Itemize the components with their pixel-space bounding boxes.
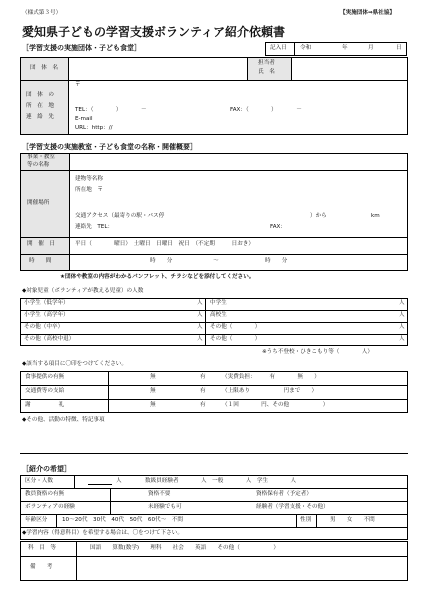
activity-field[interactable] [20, 426, 408, 452]
page-title: 愛知県子どもの学習支援ボランティア紹介依頼書 [22, 25, 286, 39]
person-name-field[interactable] [293, 58, 406, 79]
held-day-options[interactable]: 平日（ 曜日） 土曜日 日曜日 祝日 （不定期 日おき） [75, 241, 254, 247]
child-row-right: 中学生 [210, 300, 227, 306]
event-name-label-2: 等の名称 [27, 162, 50, 168]
email-field[interactable]: E-mail [75, 116, 93, 122]
age-options[interactable]: 10～20代 30代 40代 50代 60代～ 不問 [62, 517, 184, 523]
year-label: 年 [342, 45, 348, 51]
section1-heading: ［学習支援の実施団体・子ども食堂］ [22, 44, 141, 52]
children-note: ※うち不登校・ひきこもり等（ 人） [262, 349, 373, 355]
venue-contact-fax[interactable]: FAX： [270, 224, 286, 230]
fax-field[interactable]: FAX：（ ） － [230, 107, 302, 113]
sex-options[interactable]: 男 女 不問 [330, 517, 375, 523]
child-row-left: 小学生（高学年） [24, 312, 69, 318]
address-label-1: 団 体 の [26, 92, 54, 98]
venue-contact-tel[interactable]: 連絡先 TEL： [75, 224, 114, 230]
venue-address[interactable]: 所在地 〒 [75, 187, 103, 193]
children-heading: ◆対象児童（ボランティアが教える児童）の人数 [22, 288, 144, 294]
subject-note: ◆学習内容（得意科目）を希望する場合は、〇をつけて下さい。 [22, 530, 183, 536]
person-label-1: 担当者 [258, 60, 275, 66]
time-tilde: ～ [213, 258, 219, 264]
day-label: 日 [396, 45, 402, 51]
child-row-right: その他（ ） [210, 336, 261, 342]
attach-note: ★団体や教室の内容がわかるパンフレット、チラシなどを添付してください。 [60, 274, 255, 280]
url-field[interactable]: URL：http：// [75, 125, 113, 131]
age-label: 年齢区分 [25, 517, 48, 523]
conditions-heading: ◆該当する項目に〇印をつけてください。 [22, 361, 127, 367]
era-label: 令和 [300, 45, 312, 51]
condition-opt-yes[interactable]: 有 [200, 402, 206, 408]
condition-label: 謝 礼 [25, 402, 65, 408]
teacher-label: 教員資格の有無 [25, 491, 65, 497]
child-unit: 人 [399, 324, 405, 330]
child-row-left: その他（高校中退） [24, 336, 75, 342]
venue-access-km: km [371, 213, 380, 219]
condition-opt-none[interactable]: 無 [150, 388, 156, 394]
condition-opt-none[interactable]: 無 [150, 374, 156, 380]
month-label: 月 [368, 45, 374, 51]
time-label: 時 間 [29, 258, 52, 264]
event-name-field[interactable] [71, 154, 406, 169]
child-unit: 人 [399, 300, 405, 306]
remarks-label: 備 考 [30, 564, 53, 570]
org-name-field[interactable] [70, 58, 245, 79]
section2-heading: ［学習支援の実施教室・子ども食堂の名称・開催概要］ [22, 143, 197, 151]
conditions-table [20, 371, 408, 413]
child-unit: 人 [197, 312, 203, 318]
venue-access[interactable]: 交通アクセス（最寄りの駅・バス停 [75, 213, 165, 219]
time-to[interactable]: 時 分 [265, 258, 288, 264]
teacher-opt-not-required[interactable]: 資格不要 [148, 491, 171, 497]
sex-label: 性別 [300, 517, 312, 523]
count-unit: 人 [116, 478, 122, 484]
condition-extra[interactable]: （１回 円、その他 ） [222, 402, 329, 408]
child-unit: 人 [197, 300, 203, 306]
time-from[interactable]: 時 分 [150, 258, 173, 264]
condition-label: 交通費等の支給 [25, 388, 65, 394]
address-label-2: 所 在 地 [26, 103, 54, 109]
remarks-field[interactable] [78, 557, 406, 580]
subject-label: 科 目 等 [28, 545, 56, 551]
child-unit: 人 [197, 324, 203, 330]
child-row-left: 小学生（低学年） [24, 300, 69, 306]
child-unit: 人 [197, 336, 203, 342]
child-row-right: 高校生 [210, 312, 227, 318]
condition-label: 食事提供の有無 [25, 374, 65, 380]
experience-opt-yes[interactable]: 経験者（学習支援・その他） [256, 504, 329, 510]
child-unit: 人 [399, 312, 405, 318]
count-blank[interactable] [88, 479, 112, 485]
teacher-opt-holder[interactable]: 資格保有者（予定者） [256, 491, 312, 497]
condition-extra[interactable]: （実費負担： 有 無 ） [222, 374, 320, 380]
count-detail[interactable]: 数級員経験者 人 一般 人 学生 人 [145, 478, 297, 484]
condition-opt-yes[interactable]: 有 [200, 374, 206, 380]
child-unit: 人 [399, 336, 405, 342]
event-name-label-1: 事業・教室 [27, 154, 55, 160]
condition-opt-none[interactable]: 無 [150, 402, 156, 408]
person-label-2: 氏 名 [258, 69, 275, 75]
org-name-label: 団 体 名 [30, 65, 58, 71]
form-number: （様式第３号） [22, 10, 62, 16]
postal-mark: 〒 [75, 82, 81, 88]
venue-access-from: ）から [310, 213, 327, 219]
condition-extra[interactable]: （上限あり 円まで ） [222, 388, 318, 394]
address-label-3: 連 絡 先 [26, 114, 54, 120]
experience-label: ボランティアの経験 [25, 504, 75, 510]
route-tag: 【実施団体⇒県社協】 [340, 10, 396, 16]
activity-heading: ◆その他、活動の特徴、特記事項 [22, 417, 105, 423]
entry-date-label: 記入日 [270, 45, 287, 51]
count-label: 区分・人数 [25, 478, 53, 484]
venue-label: 開催場所 [27, 200, 50, 206]
subject-options[interactable]: 国語 算数(数学) 理科 社会 英語 その他（ ） [90, 545, 279, 551]
venue-building[interactable]: 建物等名称 [75, 176, 103, 182]
tel-field[interactable]: TEL：（ ） － [75, 107, 147, 113]
wish-heading: ［紹介の希望］ [22, 465, 71, 473]
held-day-label: 開 催 日 [27, 241, 55, 247]
experience-opt-none[interactable]: 未経験でも可 [148, 504, 182, 510]
child-row-left: その他（中卒） [24, 324, 64, 330]
condition-opt-yes[interactable]: 有 [200, 388, 206, 394]
child-row-right: その他（ ） [210, 324, 261, 330]
